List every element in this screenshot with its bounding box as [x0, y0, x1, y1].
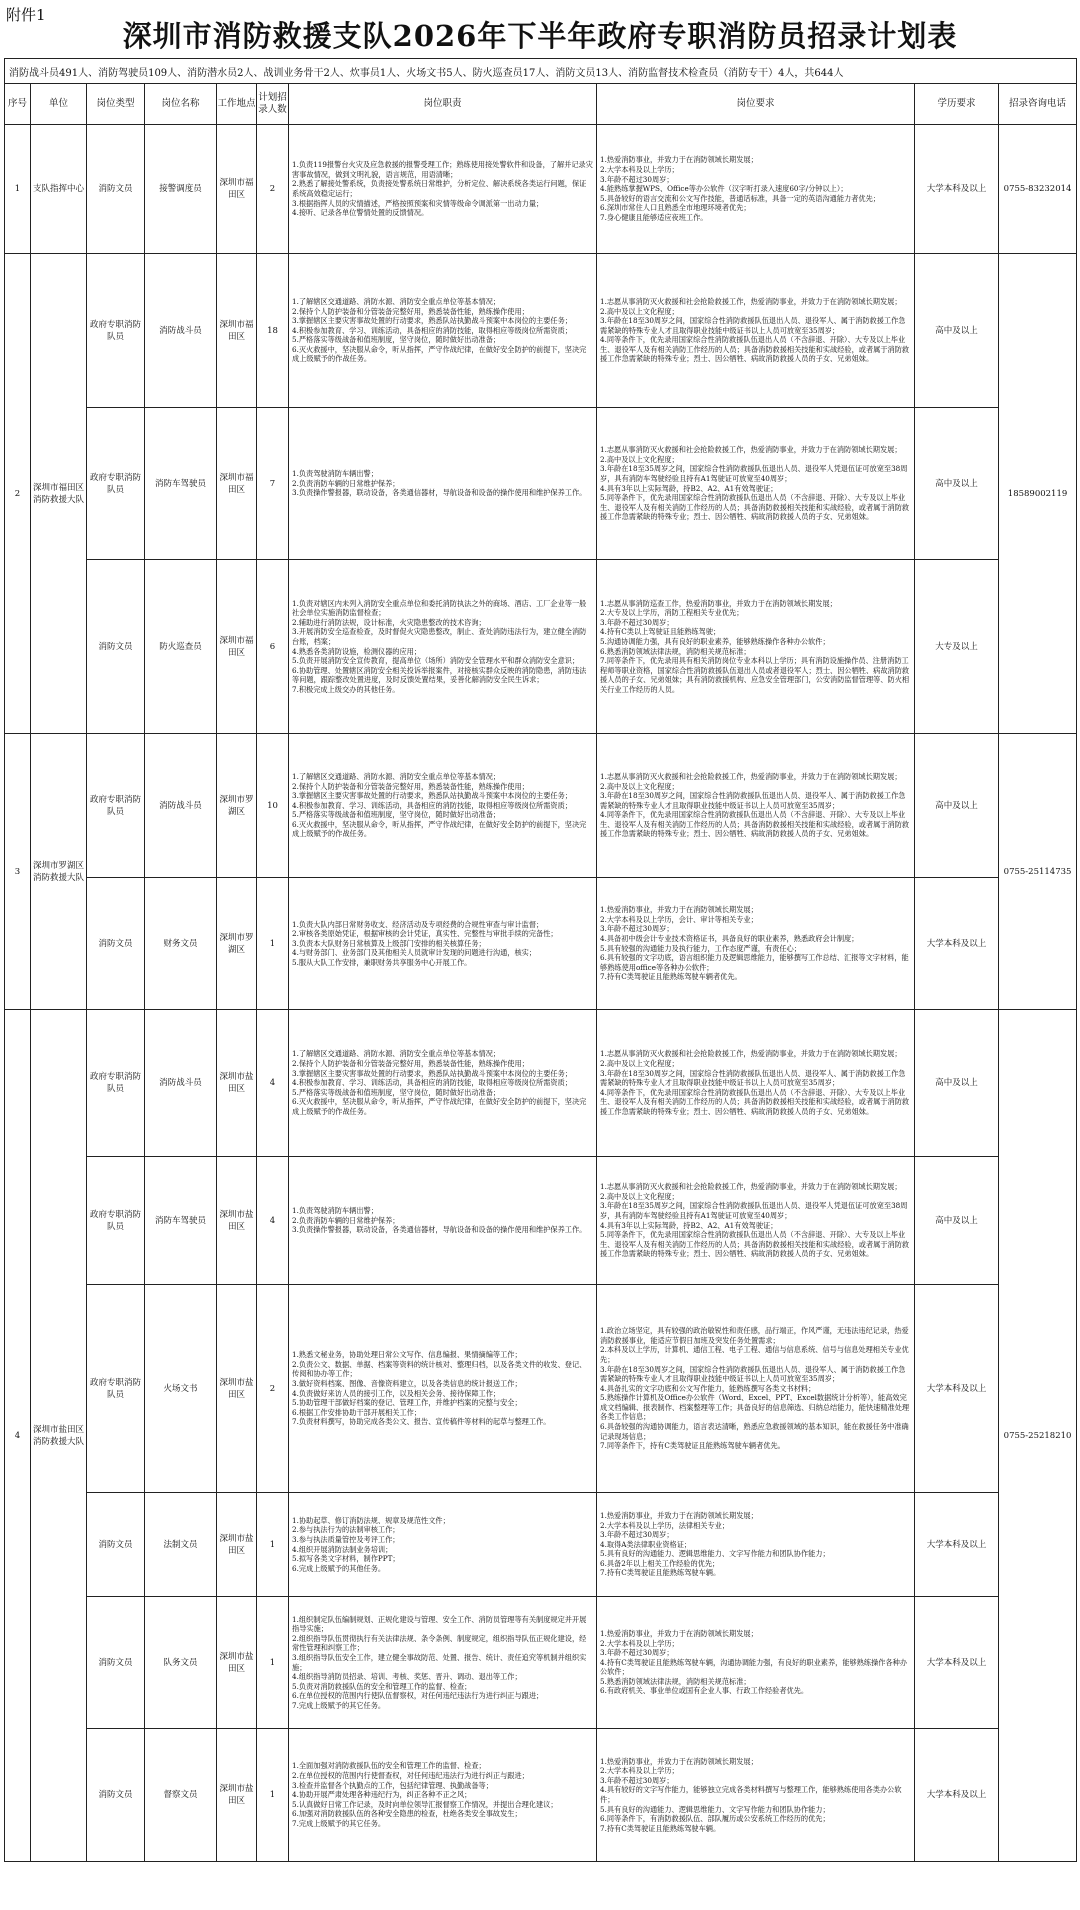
- position-name-cell: 队务文员: [145, 1597, 217, 1729]
- education-cell: 大学本科及以上: [915, 125, 999, 254]
- type-cell: 政府专职消防队员: [87, 1157, 145, 1285]
- table-row: [5, 408, 1077, 560]
- duty-cell: 1.负责对辖区内未列入消防安全重点单位和委托消防执法之外的商场、酒店、工厂企业等一般社会单位实施消防监督检查； 2.辅助进行消防法规，设计标准，火灾隐患整改的技术咨询； 3.开展消防安全巡查检查，及时督促火灾隐患整改，制止、查处消防违法行为，建立健全消防台账，档案； 4.熟悉各类消防设施，检测仪器的应用； 5.负责开展消防安全宣传教育，提高单位（场所）消防安全管理水平和群众消防安全意识； 6.协助管理、处置辖区消防安全相关投诉举报案件，对接核实群众反映的消防隐患，消防违法等问题，跟踪整改处置进度，及时反馈处置结果，妥善化解消防安全民生诉求； 7.积极完成上级交办的其他任务。: [289, 560, 597, 734]
- header-name: 岗位名称: [145, 84, 217, 125]
- unit-cell: 支队指挥中心: [31, 125, 87, 254]
- duty-cell: 1.全面加强对消防救援队伍的安全和管理工作的监督、检查； 2.在单位授权的范围内行使督查权，对任何违纪违法行为进行纠正与跟进； 3.检查并监督各个执勤点的工作，包括纪律管理、执勤战备等； 4.协助开展严肃处理各种违纪行为，纠正各种不正之风； 5.认真做好日常工作记录，及时向单位领导汇报督察工作情况，并提出合理化建议； 6.加强对消防救援队伍的各种安全隐患的检查，杜绝各类安全事故发生； 7.完成上级赋予的其它任务。: [289, 1729, 597, 1862]
- place-cell: 深圳市盐田区: [217, 1493, 257, 1597]
- summary-row: [5, 59, 1077, 84]
- recruitment-table: [4, 58, 1077, 1862]
- page-title: 深圳市消防救援支队2026年下半年政府专职消防员招录计划表: [122, 19, 958, 53]
- table-row: [5, 125, 1077, 254]
- table-row: [5, 1729, 1077, 1862]
- table-row: [5, 1285, 1077, 1493]
- count-cell: 2: [257, 1285, 289, 1493]
- count-cell: 7: [257, 408, 289, 560]
- position-name-cell: 财务文员: [145, 878, 217, 1010]
- requirement-cell: 1.热爱消防事业，并致力于在消防领域长期发展； 2.大学本科及以上学历，法律相关专业； 3.年龄不超过30周岁； 4.取得A类法律职业资格证； 5.具有良好的沟通能力、逻辑思维能力、文字写作能力和团队协作能力； 6.具备2年以上相关工作经验的优先； 7.持有C类驾驶证且能熟练驾驶车辆。: [597, 1493, 915, 1597]
- education-cell: 大专及以上: [915, 560, 999, 734]
- education-cell: 大学本科及以上: [915, 878, 999, 1010]
- requirement-cell: 1.志愿从事消防灭火救援和社会抢险救援工作，热爱消防事业，并致力于在消防领域长期发展； 2.高中及以上文化程度； 3.年龄在18至30周岁之间，国家综合性消防救援队伍退出人员、退役军人、属于消防救援工作急需紧缺的特殊专业人才且取得职业技能中级证书以上人员可放宽至35周岁； 4.同等条件下，优先录用国家综合性消防救援队伍退出人员（不含辞退、开除）、大专及以上毕业生、退役军人及有相关消防工作经历的人员；具备消防救援相关技能和实战经验，或者属于消防救援工作急需紧缺的特殊专业；烈士、因公牺牲、病故消防救援人员的子女、兄弟姐妹。: [597, 734, 915, 878]
- duty-cell: 1.负责大队内部日常财务收支、经济活动及专项经费的合规性审查与审计监督； 2.审核各类原始凭证，根据审核的会计凭证，真实性、完整性与审批手续的完备性； 3.负责本大队财务日常核算及上级部门安排的相关核算任务； 4.与财务部门、业务部门及其他相关人员就审计发现的问题进行沟通，核实； 5.服从大队工作安排，兼职财务共享服务中心开展工作。: [289, 878, 597, 1010]
- table-row: [5, 1597, 1077, 1729]
- type-cell: 政府专职消防队员: [87, 1010, 145, 1157]
- type-cell: 政府专职消防队员: [87, 734, 145, 878]
- place-cell: 深圳市福田区: [217, 560, 257, 734]
- requirement-cell: 1.志愿从事消防巡查工作，热爱消防事业，并致力于在消防领域长期发展； 2.大专及以上学历，消防工程相关专业优先； 3.年龄不超过30周岁； 4.持有C类以上驾驶证且能熟练驾驶； 5.沟通协调能力强，具有良好的职业素养，能够熟练操作各种办公软件； 6.熟悉消防领域法律法规，消防相关规范标准； 7.同等条件下，优先录用具有相关消防岗位专业本科以上学历；具有消防设施操作员、注册消防工程师等职业资格，国家综合性消防救援队伍退出人员或者退役军人；烈士、因公牺牲、病故消防救援人员的子女、兄弟姐妹；具有消防救援机构、应急安全管理部门，公安消防监督管理等、防火相关行业工作经历的人员。: [597, 560, 915, 734]
- type-cell: 政府专职消防队员: [87, 254, 145, 408]
- duty-cell: 1.了解辖区交通道路、消防水源、消防安全重点单位等基本情况； 2.保持个人防护装备和分管装备完整好用，熟悉装备性能，熟练操作使用； 3.掌握辖区主要灾害事故处置的行动要求，熟悉队站执勤战斗预案中本岗位的主要任务； 4.积极参加教育、学习、训练活动，具备相应的消防技能，取得相应等级岗位所需资质； 5.严格落实等级战备和值班制度，坚守岗位，随时做好出动准备； 6.灭火救援中，坚决服从命令，听从指挥，严守作战纪律，在做好安全防护的前提下，坚决完成上级赋予的作战任务。: [289, 254, 597, 408]
- phone-cell: 0755-25218210: [999, 1010, 1077, 1862]
- type-cell: 消防文员: [87, 560, 145, 734]
- phone-cell: 0755-83232014: [999, 125, 1077, 254]
- education-cell: 大学本科及以上: [915, 1285, 999, 1493]
- type-cell: 消防文员: [87, 1729, 145, 1862]
- place-cell: 深圳市罗湖区: [217, 878, 257, 1010]
- header-req: 岗位要求: [597, 84, 915, 125]
- table-row: [5, 1010, 1077, 1157]
- education-cell: 高中及以上: [915, 254, 999, 408]
- place-cell: 深圳市福田区: [217, 125, 257, 254]
- header-unit: 单位: [31, 84, 87, 125]
- table-row: [5, 878, 1077, 1010]
- seq-cell: 1: [5, 125, 31, 254]
- place-cell: 深圳市盐田区: [217, 1010, 257, 1157]
- table-row: [5, 1157, 1077, 1285]
- education-cell: 大学本科及以上: [915, 1493, 999, 1597]
- position-name-cell: 接警调度员: [145, 125, 217, 254]
- education-cell: 大学本科及以上: [915, 1597, 999, 1729]
- count-cell: 4: [257, 1157, 289, 1285]
- table-row: [5, 1493, 1077, 1597]
- type-cell: 消防文员: [87, 125, 145, 254]
- type-cell: 政府专职消防队员: [87, 1285, 145, 1493]
- seq-cell: 4: [5, 1010, 31, 1862]
- count-cell: 10: [257, 734, 289, 878]
- place-cell: 深圳市盐田区: [217, 1729, 257, 1862]
- duty-cell: 1.协助起草、修订消防法规、规章及规范性文件； 2.参与执法行为的法制审核工作； 3.参与执法质量管控及考评工作； 4.组织开展消防法制业务培训； 5.拟写各类文字材料，制作PPT； 6.完成上级赋予的其他任务。: [289, 1493, 597, 1597]
- place-cell: 深圳市盐田区: [217, 1157, 257, 1285]
- education-cell: 高中及以上: [915, 1010, 999, 1157]
- place-cell: 深圳市盐田区: [217, 1597, 257, 1729]
- duty-cell: 1.负责驾驶消防车辆出警； 2.负责消防车辆的日常维护保养； 3.负责操作警报器，联动设备，各类通信器材，导航设备和设备的操作使用和维护保养工作。: [289, 1157, 597, 1285]
- count-cell: 1: [257, 1493, 289, 1597]
- education-cell: 高中及以上: [915, 1157, 999, 1285]
- place-cell: 深圳市福田区: [217, 408, 257, 560]
- requirement-cell: 1.热爱消防事业，并致力于在消防领域长期发展； 2.大学本科及以上学历； 3.年龄不超过30周岁； 4.持有C类驾驶证且能熟练驾驶车辆，沟通协调能力强，有良好的职业素养，能够熟练操作各种办公软件； 5.熟悉消防领域法律法规，消防相关规范标准； 6.有政府机关、事业单位或国有企业人事、行政工作经验者优先。: [597, 1597, 915, 1729]
- position-name-cell: 消防车驾驶员: [145, 1157, 217, 1285]
- header-count: 计划招录人数: [257, 84, 289, 125]
- seq-cell: 2: [5, 254, 31, 734]
- position-name-cell: 消防战斗员: [145, 1010, 217, 1157]
- requirement-cell: 1.热爱消防事业，并致力于在消防领域长期发展； 2.大学本科及以上学历； 3.年龄不超过30周岁； 4.具有较好的文字写作能力，能够独立完成各类材料撰写与整理工作，能够熟练使用各类办公软件； 5.具有良好的沟通能力、逻辑思维能力、文字写作能力和团队协作能力； 6.同等条件下，有消防救援队伍、部队履历或公安系统工作经历的优先； 7.持有C类驾驶证且能熟练驾驶车辆。: [597, 1729, 915, 1862]
- duty-cell: 1.组织制定队伍编制规划、正规化建设与管理、安全工作、消防员管理等有关制度规定并开展指导实施； 2.组织指导队伍贯彻执行有关法律法规、条令条例、制度规定，组织指导队伍正规化建设，经常性管理和纠察工作； 3.组织指导队伍安全工作，建立健全事故防范、处置、报告、统计、责任追究等机制并组织实施； 4.组织指导消防员招录、培训、考核、奖惩、晋升、调动、退出等工作； 5.负责对消防救援队伍的安全和管理工作的监督、检查； 6.在单位授权的范围内行使队伍督察权，对任何违纪违法行为进行纠正与跟进； 7.完成上级赋予的其它任务。: [289, 1597, 597, 1729]
- summary-text: 消防战斗员491人、消防驾驶员109人、消防潜水员2人、战训业务骨干2人、炊事员1人、火场文书5人、防火巡查员17人、消防文员13人、消防监督技术检查员（消防专干）4人，共644人: [5, 59, 1077, 84]
- type-cell: 消防文员: [87, 1597, 145, 1729]
- position-name-cell: 法制文员: [145, 1493, 217, 1597]
- position-name-cell: 消防车驾驶员: [145, 408, 217, 560]
- position-name-cell: 消防战斗员: [145, 254, 217, 408]
- type-cell: 消防文员: [87, 878, 145, 1010]
- header-place: 工作地点: [217, 84, 257, 125]
- duty-cell: 1.负责119报警台火灾及应急救援的报警受理工作；熟练使用接处警软件和设备，了解并记录灾害事故情况，做到文明礼貌，语言规范，用语清晰； 2.熟悉了解接处警系统，负责接处警系统日常维护，分析定位、解决系统各类运行问题，保证系统高效稳定运行； 3.根据指挥人员的灾情描述，严格按照预案和灾情等级命令调派第一出动力量； 4.接听、记录各单位警情处置的反馈情况。: [289, 125, 597, 254]
- requirement-cell: 1.志愿从事消防灭火救援和社会抢险救援工作，热爱消防事业，并致力于在消防领域长期发展； 2.高中及以上文化程度； 3.年龄在18至30周岁之间，国家综合性消防救援队伍退出人员、退役军人、属于消防救援工作急需紧缺的特殊专业人才且取得职业技能中级证书以上人员可放宽至35周岁； 4.同等条件下，优先录用国家综合性消防救援队伍退出人员（不含辞退、开除）、大专及以上毕业生、退役军人及有相关消防工作经历的人员；具备消防救援相关技能和实战经验，或者属于消防救援工作急需紧缺的特殊专业；烈士、因公牺牲、病故消防救援人员的子女、兄弟姐妹。: [597, 254, 915, 408]
- phone-cell: 18589002119: [999, 254, 1077, 734]
- header-duty: 岗位职责: [289, 84, 597, 125]
- header-type: 岗位类型: [87, 84, 145, 125]
- type-cell: 消防文员: [87, 1493, 145, 1597]
- recruitment-table-container: [4, 58, 1076, 1862]
- requirement-cell: 1.志愿从事消防灭火救援和社会抢险救援工作，热爱消防事业，并致力于在消防领域长期发展； 2.高中及以上文化程度； 3.年龄在18至35周岁之间，国家综合性消防救援队伍退出人员、退役军人凭退伍证可放宽至38周岁，具有消防车驾驶经验且持有A1驾驶证可放宽至40周岁； 4.具有3年以上实际驾龄，持B2、A2、A1有效驾驶证； 5.同等条件下，优先录用国家综合性消防救援队伍退出人员（不含辞退、开除）、大专及以上毕业生、退役军人及有相关消防工作经历的人员；具备消防救援相关技能和实战经验，或者属于消防救援工作急需紧缺的特殊专业；烈士、因公牺牲、病故消防救援人员的子女、兄弟姐妹。: [597, 1157, 915, 1285]
- count-cell: 1: [257, 878, 289, 1010]
- requirement-cell: 1.热爱消防事业，并致力于在消防领域长期发展； 2.大学本科及以上学历； 3.年龄不超过30周岁； 4.能熟练掌握WPS、Office等办公软件（汉字听打录入速度60字/分钟以上）； 5.具备较好的语言交流和公文写作技能，普通话标准，具备一定的英语沟通能力者优先； 6.深圳市常住人口且熟悉全市地理环境者优先； 7.身心健康且能够适应夜班工作。: [597, 125, 915, 254]
- place-cell: 深圳市盐田区: [217, 1285, 257, 1493]
- header-edu: 学历要求: [915, 84, 999, 125]
- count-cell: 6: [257, 560, 289, 734]
- place-cell: 深圳市福田区: [217, 254, 257, 408]
- header-row: [5, 84, 1077, 125]
- position-name-cell: 防火巡查员: [145, 560, 217, 734]
- position-name-cell: 消防战斗员: [145, 734, 217, 878]
- position-name-cell: 火场文书: [145, 1285, 217, 1493]
- duty-cell: 1.熟悉文秘业务，协助处理日常公文写作、信息编报、果情摘编等工作； 2.负责公文、数据、单据、档案等资料的统计核对、整理归档，以及各类文件的收发、登记、传阅和协办等工作； 3.做好资料档案、图像、音像资料建立，以及各类信息的统计报送工作； 4.负责做好来访人员的接引工作，以及相关会务、接待保障工作； 5.协助管理干部做好档案的登记、管理工作，并维护档案的完整与安全； 6.根据工作安排协助干部开展相关工作； 7.负责材料撰写，协助完成各类公文、报告、宣传稿件等材料的起草与整理工作。: [289, 1285, 597, 1493]
- position-name-cell: 督察文员: [145, 1729, 217, 1862]
- unit-cell: 深圳市盐田区消防救援大队: [31, 1010, 87, 1862]
- duty-cell: 1.负责驾驶消防车辆出警； 2.负责消防车辆的日常维护保养； 3.负责操作警报器，联动设备，各类通信器材，导航设备和设备的操作使用和维护保养工作。: [289, 408, 597, 560]
- unit-cell: 深圳市福田区消防救援大队: [31, 254, 87, 734]
- count-cell: 1: [257, 1597, 289, 1729]
- education-cell: 大学本科及以上: [915, 1729, 999, 1862]
- count-cell: 2: [257, 125, 289, 254]
- table-row: [5, 734, 1077, 878]
- type-cell: 政府专职消防队员: [87, 408, 145, 560]
- header-phone: 招录咨询电话: [999, 84, 1077, 125]
- table-row: [5, 560, 1077, 734]
- requirement-cell: 1.政治立场坚定，具有较强的政治敏锐性和责任感，品行端正，作风严谨，无违法违纪记录，热爱消防救援事业，能适应节假日加班及突发任务处置需求； 2.本科及以上学历，计算机、通信工程、电子工程、通信与信息系统、信号与信息处理相关专业优先； 3.年龄在18至30周岁之间，国家综合性消防救援队伍退出人员、退役军人、属于消防救援工作急需紧缺的特殊专业人才且取得职业技能中级证书以上人员可放宽至35周岁； 4.具备扎实的文字功底和公文写作能力，能熟练撰写各类文书材料； 5.熟练操作计算机及Office办公软件（Word、Excel、PPT、Excel数据统计分析等），能高效完成文档编辑、报表制作、档案整理等工作；具备良好的信息筛选、归纳总结能力，能快速精准处理各类工作信息； 6.具备较强的沟通协调能力，语言表达清晰，熟悉应急救援领域的基本知识，能在救援任务中准确记录现场信息； 7.同等条件下，持有C类驾驶证且能熟练驾驶车辆者优先。: [597, 1285, 915, 1493]
- unit-cell: 深圳市罗湖区消防救援大队: [31, 734, 87, 1010]
- requirement-cell: 1.志愿从事消防灭火救援和社会抢险救援工作，热爱消防事业，并致力于在消防领域长期发展； 2.高中及以上文化程度； 3.年龄在18至35周岁之间，国家综合性消防救援队伍退出人员、退役军人凭退伍证可放宽至38周岁，具有消防车驾驶经验且持有A1驾驶证可放宽至40周岁； 4.具有3年以上实际驾龄，持B2、A2、A1有效驾驶证； 5.同等条件下，优先录用国家综合性消防救援队伍退出人员（不含辞退、开除）、大专及以上毕业生、退役军人及有相关消防工作经历的人员；具备消防救援相关技能和实战经验，或者属于消防救援工作急需紧缺的特殊专业；烈士、因公牺牲、病故消防救援人员的子女、兄弟姐妹。: [597, 408, 915, 560]
- place-cell: 深圳市罗湖区: [217, 734, 257, 878]
- requirement-cell: 1.志愿从事消防灭火救援和社会抢险救援工作，热爱消防事业，并致力于在消防领域长期发展； 2.高中及以上文化程度； 3.年龄在18至30周岁之间，国家综合性消防救援队伍退出人员、退役军人、属于消防救援工作急需紧缺的特殊专业人才且取得职业技能中级证书以上人员可放宽至35周岁； 4.同等条件下，优先录用国家综合性消防救援队伍退出人员（不含辞退、开除）、大专及以上毕业生、退役军人及有相关消防工作经历的人员；具备消防救援相关技能和实战经验，或者属于消防救援工作急需紧缺的特殊专业；烈士、因公牺牲、病故消防救援人员的子女、兄弟姐妹。: [597, 1010, 915, 1157]
- requirement-cell: 1.热爱消防事业，并致力于在消防领域长期发展； 2.大学本科及以上学历，会计、审计等相关专业； 3.年龄不超过30周岁； 4.具备初中级会计专业技术资格证书，具备良好的职业素养，熟悉政府会计制度； 5.具有较强的沟通能力及执行能力，工作态度严谨，有责任心； 6.具有较强的文字功底，语言组织能力及逻辑思维能力，能够撰写工作总结、汇报等文字材料，能够熟练使用office等各种办公软件； 7.持有C类驾驶证且能熟练驾驶车辆者优先。: [597, 878, 915, 1010]
- phone-cell: 0755-25114735: [999, 734, 1077, 1010]
- attachment-label: 附件1: [6, 6, 46, 24]
- duty-cell: 1.了解辖区交通道路、消防水源、消防安全重点单位等基本情况； 2.保持个人防护装备和分管装备完整好用，熟悉装备性能，熟练操作使用； 3.掌握辖区主要灾害事故处置的行动要求，熟悉队站执勤战斗预案中本岗位的主要任务； 4.积极参加教育、学习、训练活动，具备相应的消防技能，取得相应等级岗位所需资质； 5.严格落实等级战备和值班制度，坚守岗位，随时做好出动准备； 6.灭火救援中，坚决服从命令，听从指挥，严守作战纪律，在做好安全防护的前提下，坚决完成上级赋予的作战任务。: [289, 734, 597, 878]
- count-cell: 4: [257, 1010, 289, 1157]
- education-cell: 高中及以上: [915, 408, 999, 560]
- duty-cell: 1.了解辖区交通道路、消防水源、消防安全重点单位等基本情况； 2.保持个人防护装备和分管装备完整好用，熟悉装备性能，熟练操作使用； 3.掌握辖区主要灾害事故处置的行动要求，熟悉队站执勤战斗预案中本岗位的主要任务； 4.积极参加教育、学习、训练活动，具备相应的消防技能，取得相应等级岗位所需资质； 5.严格落实等级战备和值班制度，坚守岗位，随时做好出动准备； 6.灭火救援中，坚决服从命令，听从指挥，严守作战纪律，在做好安全防护的前提下，坚决完成上级赋予的作战任务。: [289, 1010, 597, 1157]
- education-cell: 高中及以上: [915, 734, 999, 878]
- header-seq: 序号: [5, 84, 31, 125]
- count-cell: 1: [257, 1729, 289, 1862]
- count-cell: 18: [257, 254, 289, 408]
- seq-cell: 3: [5, 734, 31, 1010]
- table-row: [5, 254, 1077, 408]
